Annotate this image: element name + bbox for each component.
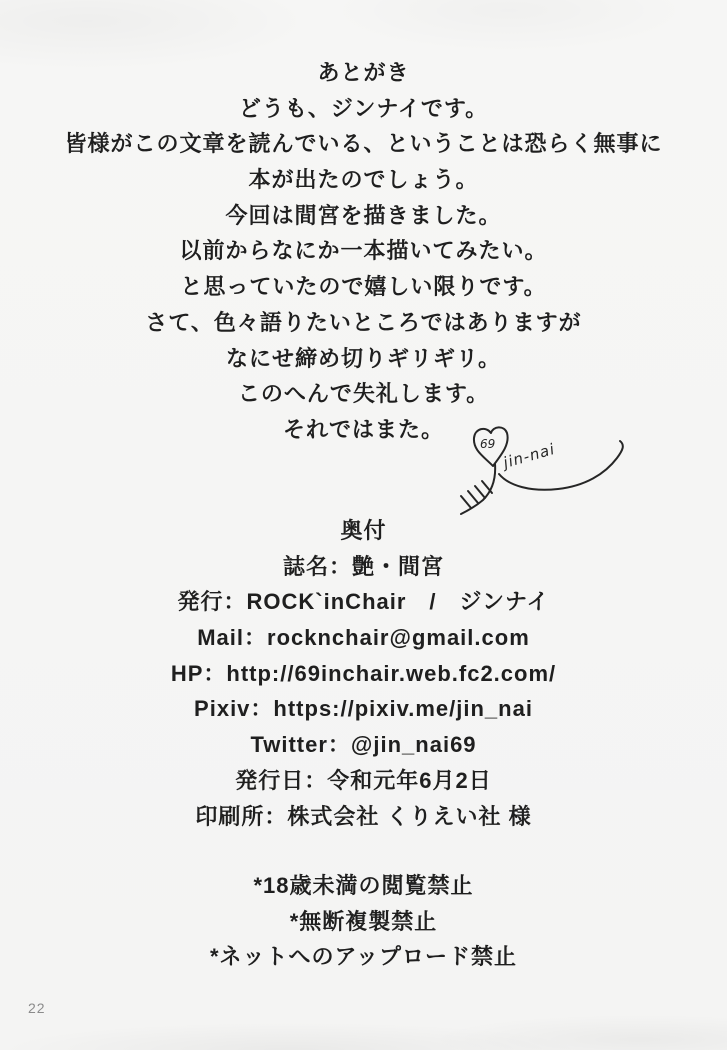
signature-number: 69 <box>480 437 496 451</box>
afterword-line: 今回は間宮を描きました。 <box>225 202 502 228</box>
notice-age-restriction: *18歳未満の閲覧禁止 <box>253 873 474 898</box>
afterword-line: それではまた。 <box>282 416 444 442</box>
colophon-title: 奥付 <box>340 518 387 543</box>
afterword-line: 皆様がこの文章を読んでいる、ということは恐らく無事に <box>64 131 663 157</box>
afterword-line: どうも、ジンナイです。 <box>238 95 489 121</box>
colophon-printer: 印刷所：株式会社 くりえい社 様 <box>195 803 532 829</box>
afterword-section <box>0 55 727 448</box>
colophon-section <box>0 513 727 834</box>
notices-section <box>0 868 727 975</box>
colophon-booktitle: 誌名：艶・間宮 <box>282 553 444 579</box>
afterword-line: 以前からなにか一本描いてみたい。 <box>179 238 548 264</box>
signature-name: jin-nai <box>501 439 558 472</box>
afterword-line: 本が出たのでしょう。 <box>248 167 479 193</box>
afterword-line: なにせ締め切りギリギリ。 <box>226 345 501 371</box>
afterword-title: あとがき <box>317 60 410 85</box>
colophon-homepage: HP：http://69inchair.web.fc2.com/ <box>170 660 557 686</box>
notice-no-reproduction: *無断複製禁止 <box>289 908 438 934</box>
colophon-pixiv: Pixiv：https://pixiv.me/jin_nai <box>194 696 533 722</box>
colophon-mail: Mail：rocknchair@gmail.com <box>197 625 530 651</box>
notice-no-upload: *ネットへのアップロード禁止 <box>209 944 518 970</box>
page-number: 22 <box>28 1000 46 1016</box>
colophon-publish-date: 発行日：令和元年6月2日 <box>235 767 492 793</box>
colophon-twitter: Twitter：@jin_nai69 <box>250 732 477 758</box>
signature-doodle <box>443 418 643 526</box>
afterword-line: と思っていたので嬉しい限りです。 <box>180 274 547 300</box>
afterword-line: さて、色々語りたいところではありますが <box>145 309 582 335</box>
colophon-publisher: 発行：ROCK`inChair / ジンナイ <box>177 589 550 615</box>
afterword-line: このへんで失礼します。 <box>237 381 490 407</box>
